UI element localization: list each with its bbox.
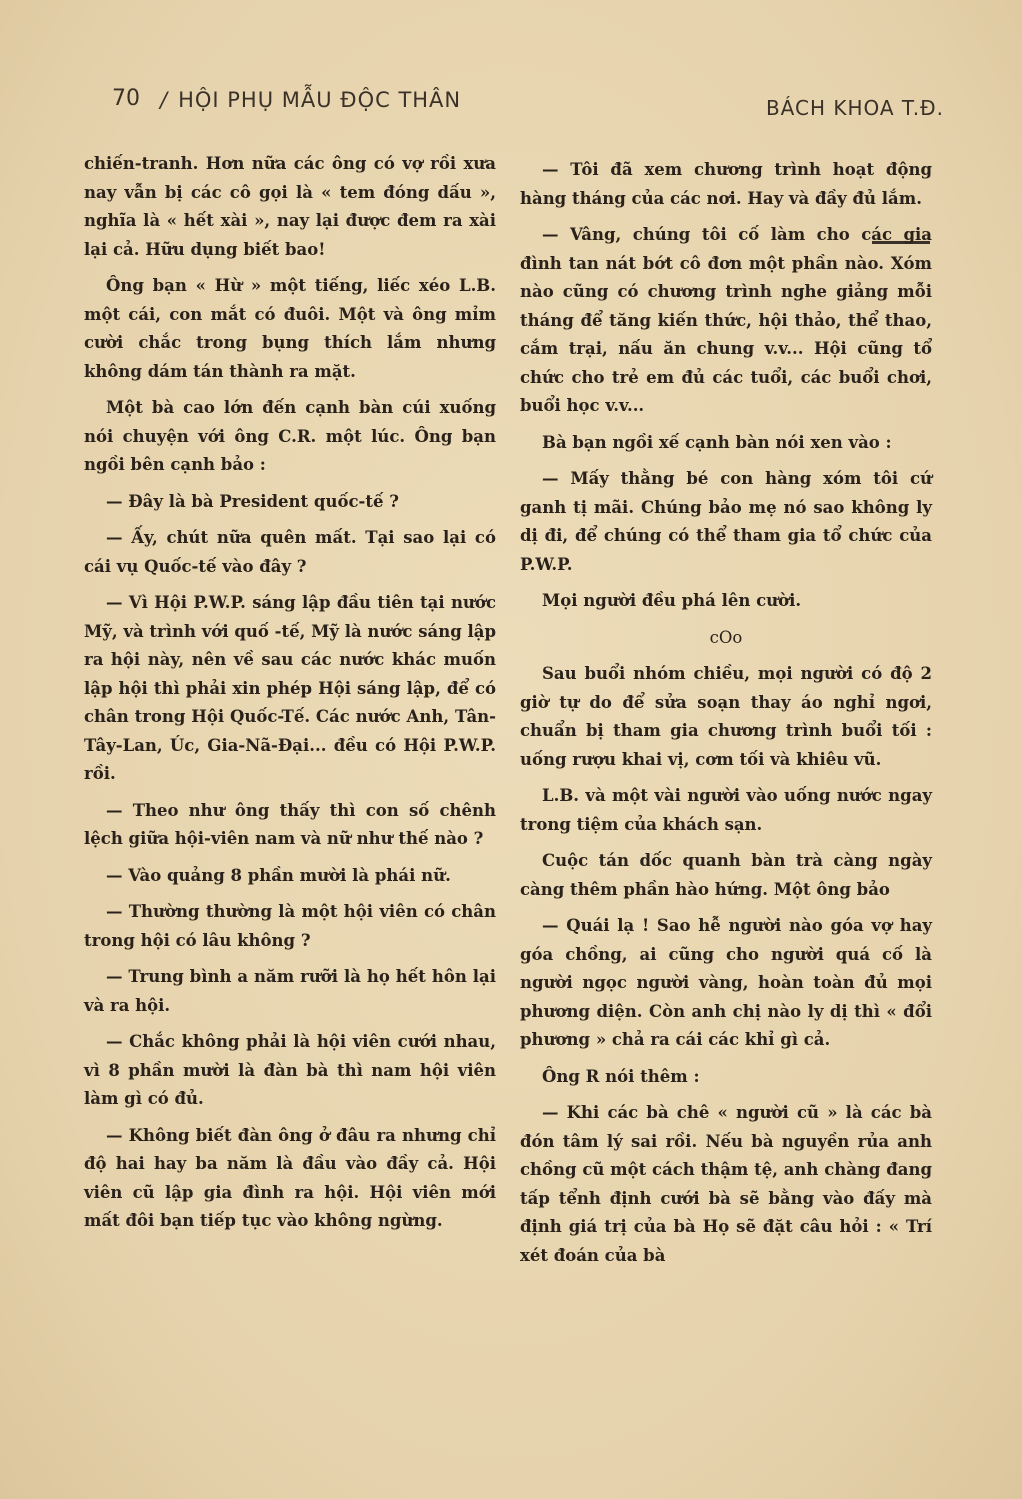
right-column (520, 156, 932, 1278)
paragraph: — Khi các bà chê « người cũ » là các bà đón tâm lý sai rồi. Nếu bà nguyền rủa anh chồng cũ một cách thậm tệ, anh chàng đang tấp tểnh định cưới bà sẽ bằng vào đấy mà định giá trị của bà Họ sẽ đặt câu hỏi : « Trí xét đoán của bà (520, 1103, 932, 1265)
page-header (112, 86, 944, 126)
paragraph: — Ấy, chút nữa quên mất. Tại sao lại có cái vụ Quốc-tế vào đây ? (84, 528, 496, 576)
paragraph: — Tôi đã xem chương trình hoạt động hàng tháng của các nơi. Hay và đầy đủ lắm. (520, 160, 932, 208)
paragraph: — Chắc không phải là hội viên cưới nhau, vì 8 phần mười là đàn bà thì nam hội viên làm gì có đủ. (84, 1032, 496, 1108)
title-separator: / (160, 88, 169, 112)
magazine-name: BÁCH KHOA T.Đ. (765, 96, 944, 120)
paragraph: Mọi người đều phá lên cười. (542, 591, 802, 610)
paragraph: — Thường thường là một hội viên có chân trong hội có lâu không ? (84, 902, 496, 950)
paragraph: L.B. và một vài người vào uống nước ngay trong tiệm của khách sạn. (520, 786, 932, 834)
paragraph: — Trung bình a năm rưỡi là họ hết hôn lại và ra hội. (84, 967, 496, 1015)
paragraph: — Không biết đàn ông ở đâu ra nhưng chỉ độ hai hay ba năm là đầu vào đầy cả. Hội viên cũ lập gia đình ra hội. Hội viên mới mất đôi bạn tiếp tục vào không ngừng. (84, 1125, 496, 1230)
running-title (160, 88, 461, 112)
left-column (84, 150, 496, 1244)
paragraph: Cuộc tán dốc quanh bàn trà càng ngày càng thêm phần hào hứng. Một ông bảo (520, 851, 932, 899)
paragraph: Bà bạn ngồi xế cạnh bàn nói xen vào : (542, 432, 892, 452)
paragraph: Một bà cao lớn đến cạnh bàn cúi xuống nói chuyện với ông C.R. một lúc. Ông bạn ngồi bên cạnh bảo : (84, 398, 496, 474)
paragraph: Ông R nói thêm : (542, 1066, 700, 1086)
paragraph: — Vào quảng 8 phần mười là phái nữ. (106, 865, 451, 885)
paragraph: chiến-tranh. Hơn nữa các ông có vợ rồi xưa nay vẫn bị các cô gọi là « tem đóng dấu », nghĩa là « hết xài », nay lại được đem ra xài lại cả. Hữu dụng biết bao! (84, 154, 496, 259)
paragraph: — Đây là bà President quốc-tế ? (106, 491, 399, 511)
paragraph: — Vâng, chúng tôi cố làm cho các gia đình tan nát bớt cô đơn một phần nào. Xóm nào cũng có chương trình nghe giảng mỗi tháng để tăng kiến thức, hội thảo, thể thao, cắm trại, nấu ăn chung v.v... Hội cũng tổ chức cho trẻ em đủ các tuổi, các buổi chơi, buổi học v.v... (520, 225, 932, 415)
paragraph: Sau buổi nhóm chiều, mọi người có độ 2 giờ tự do để sửa soạn thay áo nghỉ ngơi, chuẩn bị tham gia chương trình buổi tối : uống rượu khai vị, cơm tối và khiêu vũ. (520, 664, 932, 769)
paragraph: — Vì Hội P.W.P. sáng lập đầu tiên tại nước Mỹ, và trình với quố -tế, Mỹ là nước sáng lập ra hội này, nên về sau các nước khác muốn lập hội thì phải xin phép Hội sáng lập, để có chân trong Hội Quốc-Tế. Các nước Anh, Tân-Tây-Lan, Úc, Gia-Nã-Đại... đều có Hội P.W.P. rồi. (84, 593, 496, 783)
page-number: 70 (112, 86, 140, 111)
article-title: HỘI PHỤ MẪU ĐỘC THÂN (178, 88, 462, 112)
paragraph: Ông bạn « Hừ » một tiếng, liếc xéo L.B. một cái, con mắt có đuôi. Một và ông mỉm cười chắc trong bụng thích lắm nhưng không dám tán thành ra mặt. (84, 276, 496, 381)
section-separator: cOo (709, 627, 743, 647)
paragraph: — Quái lạ ! Sao hễ người nào góa vợ hay góa chồng, ai cũng cho người quá cố là người ngọc người vàng, hoàn toàn đủ mọi phương diện. Còn anh chị nào ly dị thì « đổi phương » chả ra cái các khỉ gì cả. (520, 916, 932, 1049)
paragraph: — Mấy thằng bé con hàng xóm tôi cứ ganh tị mãi. Chúng bảo mẹ nó sao không ly dị đi, để chúng có thể tham gia tổ chức của P.W.P. (520, 469, 932, 574)
paragraph: — Theo như ông thấy thì con số chênh lệch giữa hội-viên nam và nữ như thế nào ? (84, 800, 496, 848)
